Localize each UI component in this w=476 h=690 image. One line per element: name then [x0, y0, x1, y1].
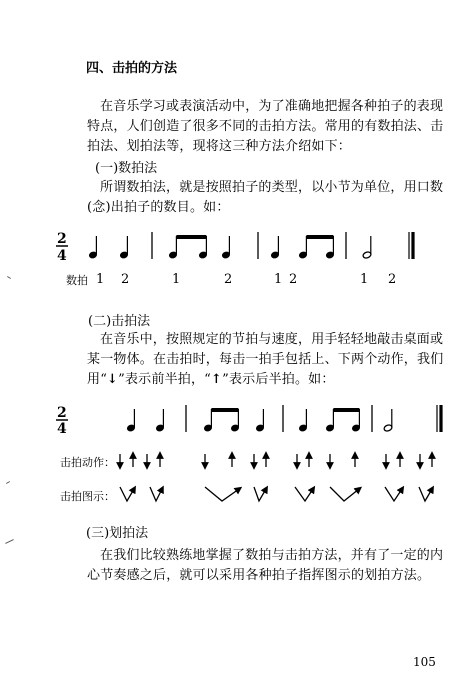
count-row-label: 数拍 — [66, 274, 88, 287]
time-signature-top: 2 — [57, 405, 67, 421]
margin-mark — [5, 539, 14, 544]
page-number: 105 — [413, 655, 436, 669]
count-1: 1 — [96, 272, 105, 287]
up-arrow-icon: ↑ — [211, 372, 223, 387]
eighth-note — [169, 251, 178, 259]
count-3: 1 — [172, 272, 181, 287]
half-note — [383, 424, 392, 432]
eighth-note — [352, 424, 361, 432]
quarter-note — [127, 424, 136, 432]
quarter-note — [256, 424, 265, 432]
down-arrow-icon: ↓ — [107, 372, 119, 387]
time-signature-top: 2 — [57, 231, 67, 247]
quarter-note — [299, 424, 308, 432]
clap-diagram-label: 击拍图示： — [60, 490, 115, 503]
quarter-note — [156, 424, 165, 432]
eighth-note — [326, 424, 335, 432]
time-signature-bottom: 4 — [57, 248, 67, 264]
eighth-note — [326, 251, 335, 259]
intro-paragraph: 在音乐学习或表演活动中，为了准确地把握各种拍子的表现特点，人们创造了很多不同的击拍方法。常用的有数拍法、击拍法、划拍法等，现将这三种方法介绍如下： — [87, 99, 444, 154]
count-7: 1 — [360, 272, 369, 287]
time-signature-bottom: 4 — [57, 421, 67, 437]
count-4: 2 — [224, 272, 233, 287]
counting-paragraph: 所谓数拍法，就是按照拍子的类型，以小节为单位，用口数(念)出拍子的数目。如： — [87, 180, 444, 215]
quarter-note — [222, 251, 231, 259]
margin-mark — [6, 481, 10, 484]
clap-action-arrows — [120, 454, 432, 467]
section-title: 四、击拍的方法 — [86, 61, 178, 76]
eighth-note — [199, 251, 208, 259]
quarter-note — [120, 251, 129, 259]
quarter-note — [89, 251, 98, 259]
count-2: 2 — [121, 272, 130, 287]
subsection-heading-2: (二)击拍法 — [88, 314, 151, 329]
margin-mark — [7, 276, 11, 279]
conducting-paragraph: 在我们比较熟练地掌握了数拍与击拍方法，并有了一定的内心节奏感之后，就可以采用各种拍子指挥图示的划拍方法。 — [87, 548, 444, 583]
count-6: 2 — [289, 272, 298, 287]
eighth-note — [231, 424, 240, 432]
clapping-paragraph: 在音乐中，按照规定的节拍与速度，用手轻轻地敲击桌面或某一物体。在击拍时，每击一拍手包括上、下两个动作，我们用“↓”表示前半拍，“↑”表示后半拍。如： — [87, 332, 444, 387]
quarter-note — [271, 251, 280, 259]
half-note — [362, 251, 371, 259]
eighth-note — [204, 424, 213, 432]
count-8: 2 — [388, 272, 397, 287]
subsection-heading-3: (三)划拍法 — [86, 526, 149, 541]
eighth-note — [299, 251, 308, 259]
subsection-heading-1: (一)数拍法 — [95, 161, 158, 176]
count-5: 1 — [274, 272, 283, 287]
clap-action-label: 击拍动作： — [60, 456, 115, 469]
clap-diagram-shapes — [120, 487, 432, 501]
